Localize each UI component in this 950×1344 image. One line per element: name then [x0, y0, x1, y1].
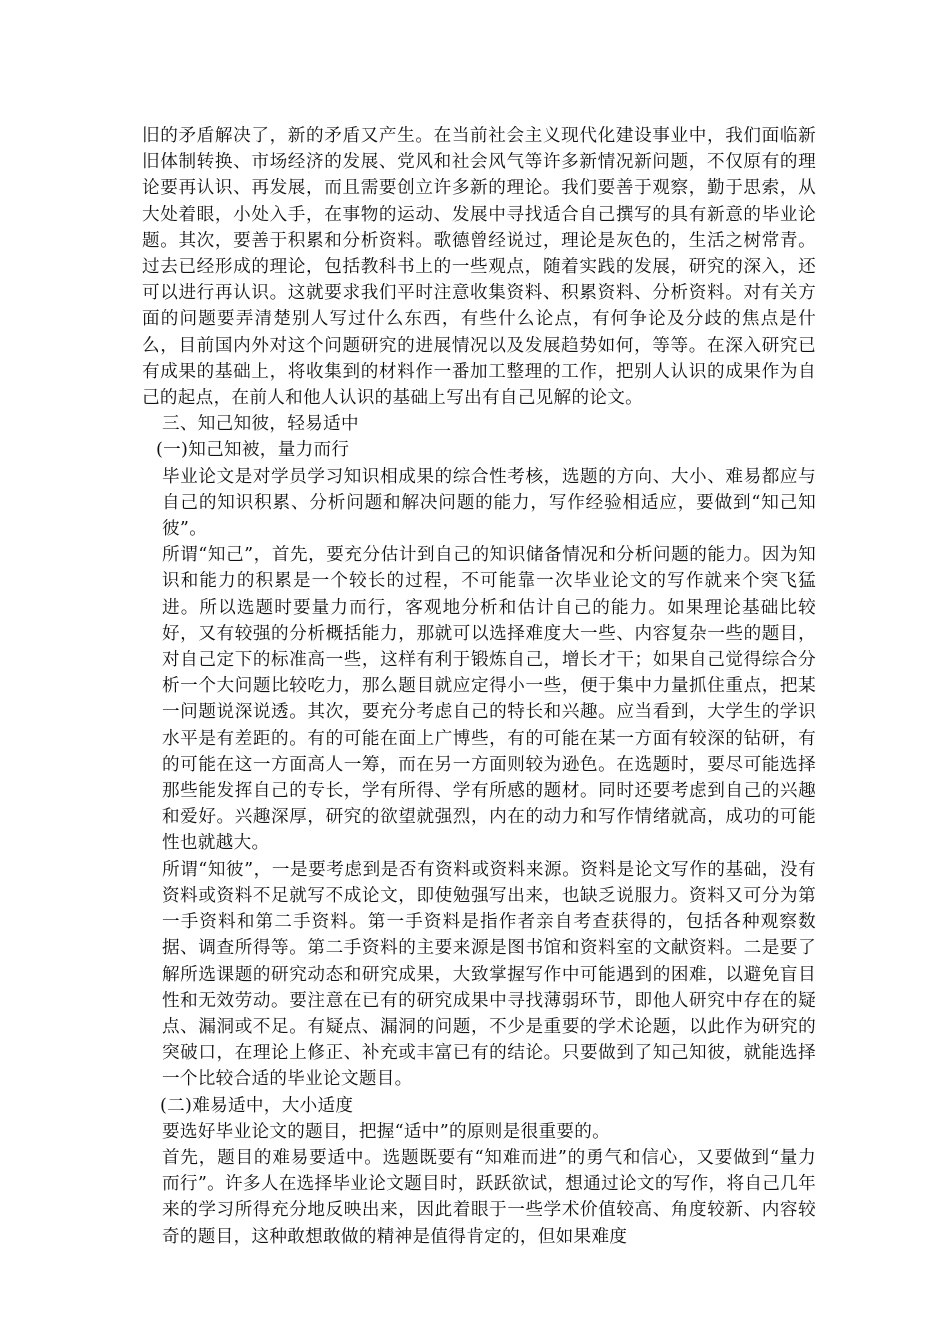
- subsection-heading: (二)难易适中，大小适度: [160, 1095, 354, 1116]
- paragraph: 所谓“知彼”，一是要考虑到是否有资料或资料来源。资料是论文写作的基础，没有资料或资料不足就写不成论文，即使勉强写出来，也缺乏说服力。资料又可分为第一手资料和第二手资料。第一手资料是指作者亲自考查获得的，包括各种观察数据、调查所得等。第二手资料的主要来源是图书馆和资料室的文献资料。二是要了解所选课题的研究动态和研究成果，大致掌握写作中可能遇到的困难，以避免盲目性和无效劳动。要注意在已有的研究成果中寻找薄弱环节，即他人研究中存在的疑点、漏洞或不足。有疑点、漏洞的问题，不少是重要的学术论题，以此作为研究的突破口，在理论上修正、补充或丰富已有的结论。只要做到了知己知彼，就能选择一个比较合适的毕业论文题目。: [162, 859, 816, 1090]
- document-page: [142, 123, 816, 1250]
- section-heading: 三、知己知彼，轻易适中: [162, 414, 359, 435]
- paragraph: 旧的矛盾解决了，新的矛盾又产生。在当前社会主义现代化建设事业中，我们面临新旧体制转换、市场经济的发展、党风和社会风气等许多新情况新问题，不仅原有的理论要再认识、再发展，而且需要创立许多新的理论。我们要善于观察，勤于思索，从大处着眼，小处入手，在事物的运动、发展中寻找适合自己撰写的具有新意的毕业论题。其次，要善于积累和分析资料。歌德曾经说过，理论是灰色的，生活之树常青。过去已经形成的理论，包括教科书上的一些观点，随着实践的发展，研究的深入，还可以进行再认识。这就要求我们平时注意收集资料、积累资料、分析资料。对有关方面的问题要弄清楚别人写过什么东西，有些什么论点，有何争论及分歧的焦点是什么，目前国内外对这个问题研究的进展情况以及发展趋势如何，等等。在深入研究已有成果的基础上，将收集到的材料作一番加工整理的工作，把别人认识的成果作为自己的起点，在前人和他人认识的基础上写出有自己见解的论文。: [142, 126, 816, 409]
- paragraph: 首先，题目的难易要适中。选题既要有“知难而进”的勇气和信心，又要做到“量力而行”。许多人在选择毕业论文题目时，跃跃欲试，想通过论文的写作，将自己几年来的学习所得充分地反映出来，因此着眼于一些学术价值较高、角度较新、内容较奇的题目，这种敢想敢做的精神是值得肯定的，但如果难度: [162, 1147, 816, 1247]
- paragraph: 所谓“知己”，首先，要充分估计到自己的知识储备情况和分析问题的能力。因为知识和能力的积累是一个较长的过程，不可能靠一次毕业论文的写作就来个突飞猛进。所以选题时要量力而行，客观地分析和估计自己的能力。如果理论基础比较好，又有较强的分析概括能力，那就可以选择难度大一些、内容复杂一些的题目，对自己定下的标准高一些，这样有利于锻炼自己，增长才干；如果自己觉得综合分析一个大问题比较吃力，那么题目就应定得小一些，便于集中力量抓住重点，把某一问题说深说透。其次，要充分考虑自己的特长和兴趣。应当看到，大学生的学识水平是有差距的。有的可能在面上广博些，有的可能在某一方面有较深的钻研，有的可能在这一方面高人一筹，而在另一方面则较为逊色。在选题时，要尽可能选择那些能发挥自己的专长，学有所得、学有所感的题材。同时还要考虑到自己的兴趣和爱好。兴趣深厚，研究的欲望就强烈，内在的动力和写作情绪就高，成功的可能性也就越大。: [162, 545, 816, 854]
- paragraph: 要选好毕业论文的题目，把握“适中”的原则是很重要的。: [162, 1121, 611, 1142]
- subsection-heading: (一)知己知被，量力而行: [156, 440, 350, 461]
- paragraph: 毕业论文是对学员学习知识相成果的综合性考核，选题的方向、大小、难易都应与自己的知识积累、分析问题和解决问题的能力，写作经验相适应，要做到“知己知彼”。: [162, 466, 816, 540]
